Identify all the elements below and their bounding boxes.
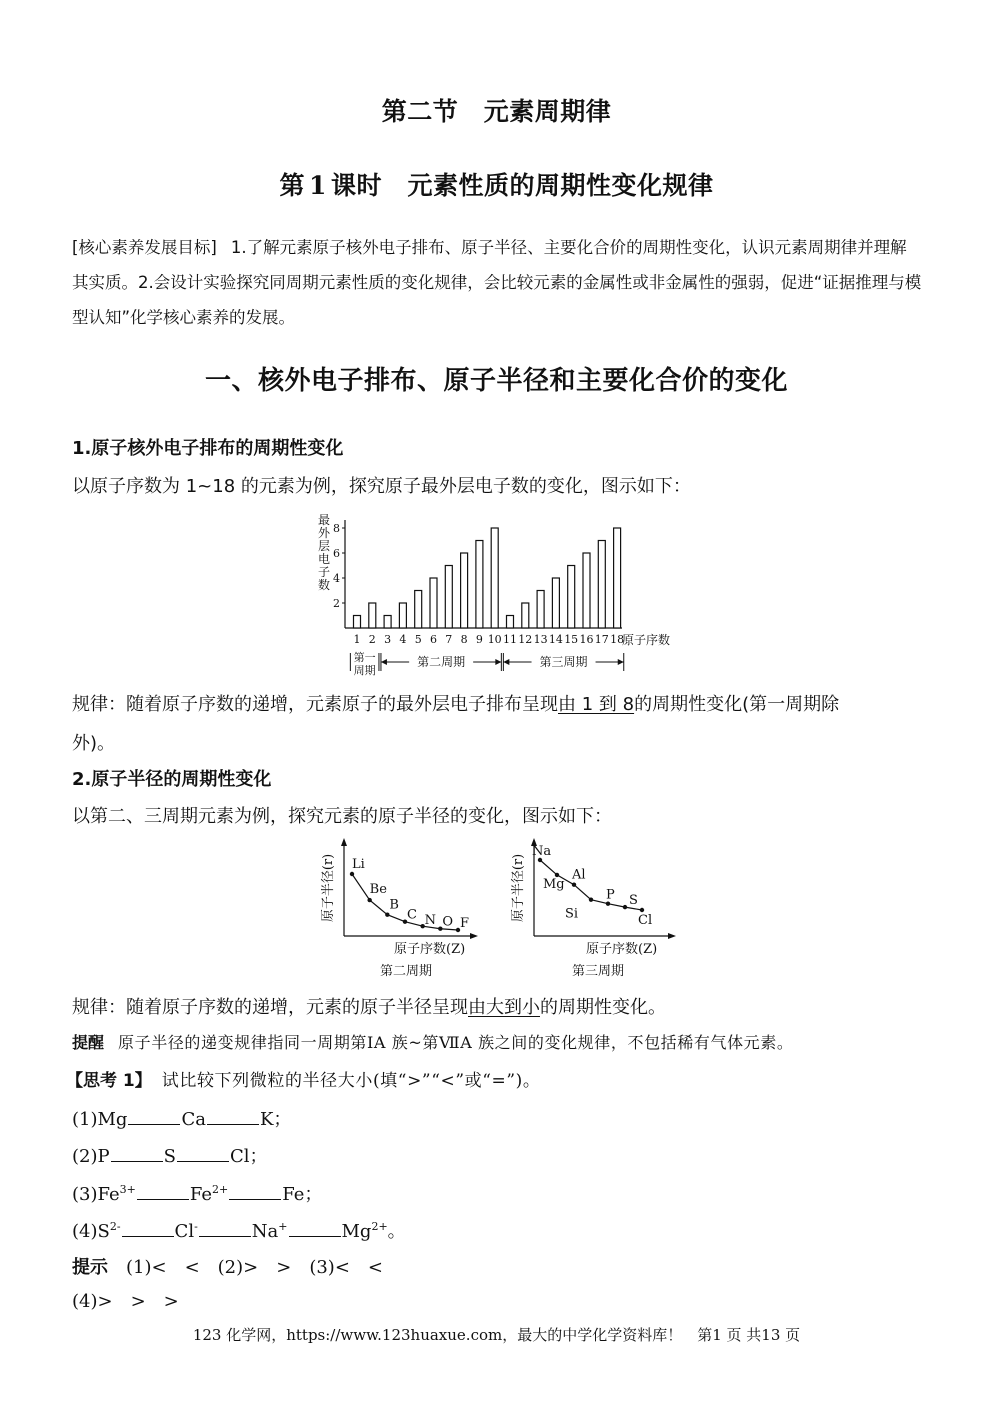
bar-ytick-label: 2: [333, 597, 340, 610]
radius-chart-period2: [312, 838, 492, 986]
part1-rule-prefix: 规律：随着原子序数的递增，元素原子的最外层电子排布呈现: [72, 694, 558, 715]
lesson-title-prefix: 第: [279, 171, 306, 200]
radius-point-label: Be: [369, 882, 387, 898]
electron-bar-chart: [300, 510, 700, 682]
radius-point: [589, 897, 593, 901]
q1-blank-1[interactable]: [128, 1106, 180, 1125]
period-arrowhead: [495, 659, 501, 665]
q3-b-sup: 2+: [212, 1183, 229, 1196]
q3-c: Fe；: [282, 1184, 323, 1205]
q4-blank-2[interactable]: [199, 1218, 251, 1237]
part2-rule: [72, 993, 666, 1019]
bar-xtick-label: 1: [353, 633, 361, 646]
q3-blank-2[interactable]: [229, 1181, 281, 1200]
bar-mark: [430, 578, 437, 628]
bar-xtick-label: 6: [430, 633, 437, 646]
q2-a: (2)P: [72, 1146, 110, 1167]
section-title: 第二节 元素周期律: [381, 97, 612, 126]
q3-a: (3)Fe: [72, 1184, 120, 1205]
radius-point-label: O: [442, 914, 454, 930]
lesson-title: [0, 166, 993, 202]
q2-blank-2[interactable]: [177, 1143, 229, 1162]
q4-d: Mg: [341, 1221, 372, 1242]
reminder: [72, 1030, 793, 1053]
bar-mark: [583, 553, 590, 628]
section-heading: 一、核外电子排布、原子半径和主要化合价的变化: [204, 366, 788, 396]
radius-point-label: N: [424, 913, 437, 929]
bar-mark: [614, 528, 621, 628]
bar-xtick-label: 5: [414, 633, 422, 646]
bar-mark: [476, 541, 483, 629]
bar-mark: [354, 616, 361, 629]
core-goals-text: 1.了解元素原子核外电子排布、原子半径、主要化合价的周期性变化，认识元素周期律并理解其实质。2.会设计实验探究同周期元素性质的变化规律，会比较元素的金属性或非金属性的强弱，促进“证据推理与模型认知”化学核心素养的发展。: [72, 238, 922, 327]
q4-c-sup: +: [278, 1220, 288, 1233]
period-label: 第三周期: [539, 655, 588, 669]
q1-a: (1)Mg: [72, 1109, 128, 1130]
radius-point: [350, 872, 354, 876]
bar-mark: [399, 603, 406, 628]
radius-title: 第二周期: [379, 964, 433, 979]
part1-rule: [72, 690, 839, 716]
radius-point-label: F: [460, 916, 470, 931]
bar-xtick-label: 4: [399, 633, 407, 646]
radius-point-label: Si: [565, 906, 579, 922]
q2-b: S: [163, 1146, 176, 1167]
q1-c: K；: [259, 1109, 292, 1130]
bar-mark: [552, 578, 559, 628]
think-item-3: [72, 1180, 322, 1206]
q1-blank-2[interactable]: [207, 1106, 259, 1125]
bar-xtick-label: 14: [548, 633, 563, 646]
radius-point: [623, 905, 627, 909]
bar-ytick-label: 6: [333, 547, 340, 560]
bar-ylabel-char: 外: [317, 526, 331, 540]
bar-mark: [491, 528, 498, 628]
part1-intro: 以原子序数为 1~18 的元素为例，探究原子最外层电子数的变化，图示如下：: [72, 476, 691, 497]
radius-x-arrow: [668, 933, 676, 939]
q4-b-sup: -: [194, 1220, 198, 1233]
bar-ylabel-char: 电: [317, 552, 331, 566]
bar-xtick-label: 9: [475, 633, 483, 646]
bar-ylabel-char: 最: [317, 513, 331, 527]
think-item-1: [72, 1105, 291, 1131]
bar-xtick-label: 8: [460, 633, 468, 646]
bar-mark: [537, 591, 544, 629]
part1-rule-line2: 外)。: [72, 733, 116, 754]
bar-xtick-label: 18: [610, 633, 625, 646]
bar-xtick-label: 7: [445, 633, 453, 646]
radius-point: [640, 908, 644, 912]
radius-point-label: Na: [532, 844, 552, 859]
bar-xtick-label: 15: [564, 633, 579, 646]
q1-b: Ca: [181, 1109, 206, 1130]
q2-c: Cl；: [229, 1146, 268, 1167]
period-label: 第二周期: [417, 655, 466, 669]
q4-end: 。: [387, 1221, 406, 1242]
part1-heading: 1.原子核外电子排布的周期性变化: [72, 438, 344, 459]
q4-b: Cl: [174, 1221, 195, 1242]
core-goals: [72, 230, 922, 335]
period-arrowhead: [503, 659, 509, 665]
bar-mark: [445, 566, 452, 629]
radius-point-label: B: [389, 897, 399, 913]
part2-rule-suffix: 的周期性变化。: [540, 997, 666, 1018]
think-tag: 【思考 1】: [66, 1071, 152, 1091]
bar-xtick-label: 3: [384, 633, 392, 646]
q2-blank-1[interactable]: [111, 1143, 163, 1162]
part2-rule-answer: 由大到小: [468, 997, 540, 1018]
bar-xlabel: 原子序数: [622, 633, 671, 647]
period-label: 第一: [353, 651, 376, 664]
q3-a-sup: 3+: [119, 1183, 136, 1196]
bar-xtick-label: 17: [594, 633, 609, 646]
lesson-title-rest: 课时 元素性质的周期性变化规律: [330, 171, 714, 200]
think-item-4: [72, 1217, 406, 1243]
q4-a: (4)S: [72, 1221, 110, 1242]
radius-point-label: P: [606, 887, 615, 903]
radius-point-label: C: [407, 907, 417, 923]
lesson-number: 1: [309, 171, 327, 200]
bar-mark: [384, 616, 391, 629]
radius-point: [367, 898, 371, 902]
radius-point-label: Mg: [543, 876, 565, 892]
period-label: 周期: [353, 664, 376, 677]
q4-a-sup: 2-: [109, 1220, 121, 1233]
q4-blank-1[interactable]: [122, 1218, 174, 1237]
bar-ylabel-char: 层: [317, 539, 331, 553]
radius-ylabel: 原子半径(r): [321, 853, 336, 923]
q3-b: Fe: [189, 1184, 213, 1205]
reminder-tag: 提醒: [72, 1033, 105, 1052]
radius-point-label: S: [629, 893, 638, 909]
bar-ytick-label: 4: [333, 572, 340, 585]
bar-mark: [369, 603, 376, 628]
q4-blank-3[interactable]: [289, 1218, 341, 1237]
radius-point-label: Li: [352, 857, 365, 872]
reminder-text: 原子半径的递变规律指同一周期第ⅠA 族~第ⅦA 族之间的变化规律，不包括稀有气体元素。: [118, 1033, 794, 1052]
bar-xtick-label: 16: [579, 633, 594, 646]
bar-mark: [461, 553, 468, 628]
period-arrowhead: [618, 659, 624, 665]
bar-mark: [522, 603, 529, 628]
radius-point-label: Al: [572, 867, 586, 883]
q4-d-sup: 2+: [371, 1220, 388, 1233]
part2-heading: 2.原子半径的周期性变化: [72, 769, 272, 790]
part2-rule-prefix: 规律：随着原子序数的递增，元素的原子半径呈现: [72, 997, 468, 1018]
period-arrowhead: [381, 659, 387, 665]
radius-ylabel: 原子半径(r): [511, 853, 526, 923]
hint: [72, 1253, 383, 1279]
bar-xtick-label: 2: [368, 633, 376, 646]
bar-ylabel-char: 数: [317, 578, 331, 592]
think-text: 试比较下列微粒的半径大小(填“>”“<”或“=”)。: [161, 1071, 541, 1091]
q3-blank-1[interactable]: [137, 1181, 189, 1200]
part1-rule-suffix: 的周期性变化(第一周期除: [634, 694, 840, 715]
bar-ytick-label: 8: [333, 522, 340, 535]
think-question: [66, 1066, 541, 1091]
bar-xtick-label: 10: [487, 633, 502, 646]
bar-xtick-label: 11: [503, 633, 517, 646]
think-item-2: [72, 1142, 267, 1168]
bar-xtick-label: 13: [533, 633, 548, 646]
bar-xtick-label: 12: [518, 633, 533, 646]
radius-y-arrow: [341, 838, 347, 846]
q4-c: Na: [251, 1221, 279, 1242]
hint-line1: (1)< < (2)> > (3)< <: [126, 1257, 383, 1278]
page-footer: 123 化学网，https://www.123huaxue.com，最大的中学化学资料库！ 第1 页 共13 页: [192, 1326, 801, 1344]
bar-mark: [568, 566, 575, 629]
radius-point: [385, 913, 389, 917]
radius-point: [572, 883, 576, 887]
radius-chart-period3: [502, 838, 687, 986]
core-goals-tag: [核心素养发展目标]: [72, 238, 217, 257]
bar-mark: [415, 591, 422, 629]
bar-mark: [598, 541, 605, 629]
radius-point-label: Cl: [638, 913, 653, 928]
radius-xlabel: 原子序数(Z): [586, 942, 658, 957]
part2-intro: 以第二、三周期元素为例，探究元素的原子半径的变化，图示如下：: [72, 806, 612, 827]
radius-title: 第三周期: [571, 964, 625, 979]
bar-mark: [507, 616, 514, 629]
radius-x-arrow: [470, 933, 478, 939]
hint-line2: (4)> > >: [72, 1291, 179, 1312]
radius-xlabel: 原子序数(Z): [394, 942, 466, 957]
bar-ylabel-char: 子: [317, 565, 331, 579]
hint-tag: 提示: [72, 1257, 108, 1278]
part1-rule-answer: 由 1 到 8: [558, 694, 635, 715]
